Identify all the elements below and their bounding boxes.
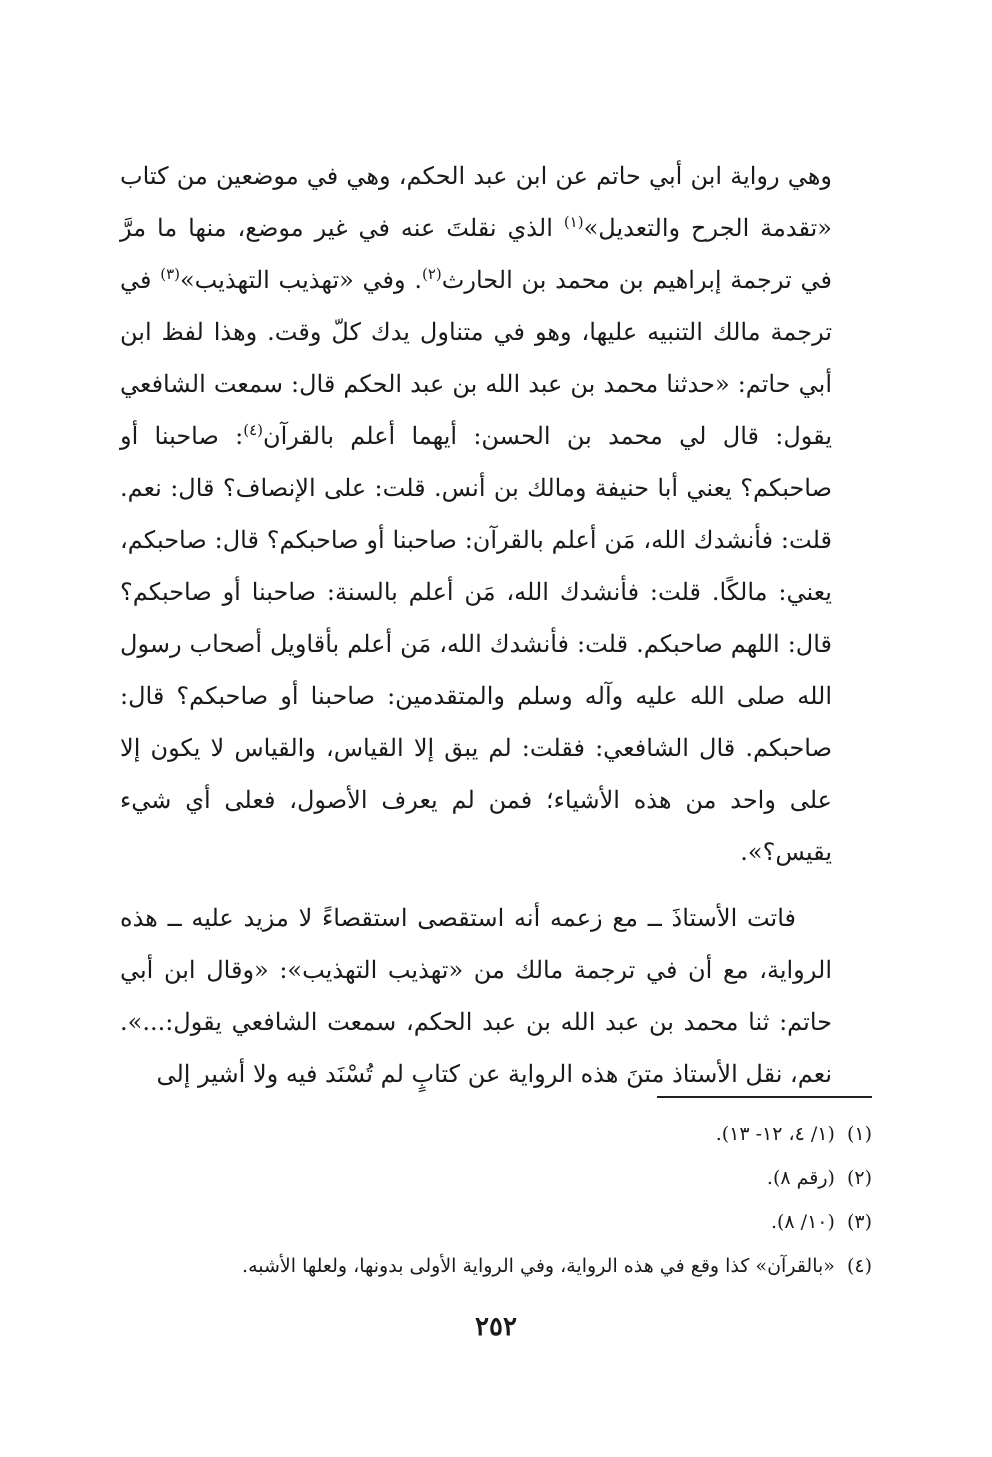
paragraph-1-segment-3: . وفي «تهذيب التهذيب» bbox=[180, 266, 422, 294]
footnote-text: (١/ ٤، ١٢- ١٣). bbox=[715, 1123, 835, 1145]
paragraph-1 bbox=[120, 150, 832, 878]
footnote-3 bbox=[132, 1200, 872, 1244]
footnote-number: (٤) bbox=[846, 1255, 872, 1277]
footnote-number: (٣) bbox=[846, 1211, 872, 1233]
footnote-number: (٢) bbox=[846, 1167, 872, 1189]
footnote-1 bbox=[132, 1112, 872, 1156]
footnotes bbox=[132, 1112, 872, 1288]
footnote-2 bbox=[132, 1156, 872, 1200]
footnote-ref-4[interactable]: (٤) bbox=[243, 421, 264, 439]
main-text bbox=[120, 150, 832, 1100]
paragraph-1-segment-1: وهي رواية ابن أبي حاتم عن ابن عبد الحكم، وهي في موضعين من كتاب «تقدمة الجرح والتعديل» bbox=[120, 162, 832, 242]
page-number: ٢٥٢ bbox=[475, 1312, 517, 1342]
footnote-separator bbox=[657, 1096, 872, 1098]
footnote-text: (رقم ٨). bbox=[766, 1167, 835, 1189]
footnote-number: (١) bbox=[846, 1123, 872, 1145]
paragraph-1-segment-5: : صاحبنا أو صاحبكم؟ يعني أبا حنيفة ومالك بن أنس. قلت: على الإنصاف؟ قال: نعم. قلت: فأنشدك الله، مَن أعلم بالقرآن: صاحبنا أو صاحبكم؟ قال: صاحبكم، يعني: مالكًا. قلت: فأنشدك الله، مَن أعلم بالسنة: صاحبنا أو صاحبكم؟ قال: اللهم صاحبكم. قلت: فأنشدك الله، مَن أعلم بأقاويل أصحاب رسول الله صلى الله عليه وآله وسلم والمتقدمين: صاحبنا أو صاحبكم؟ قال: صاحبكم. قال الشافعي: فقلت: لم يبق إلا القياس، والقياس لا يكون إلا على واحد من هذه الأشياء؛ فمن لم يعرف الأصول، فعلى أي شيء يقيس؟». bbox=[120, 422, 833, 866]
paragraph-1-segment-4: في ترجمة مالك التنبيه عليها، وهو في متناول يدك كلّ وقت. وهذا لفظ ابن أبي حاتم: «حدثنا محمد بن عبد الله بن عبد الحكم قال: سمعت الشافعي يقول: قال لي محمد بن الحسن: أيهما أعلم بالقرآن bbox=[120, 266, 832, 450]
footnote-ref-3[interactable]: (٣) bbox=[160, 265, 180, 283]
paragraph-2: فاتت الأستاذَ ــ مع زعمه أنه استقصى استقصاءً لا مزيد عليه ــ هذه الرواية، مع أن في ترجمة مالك من «تهذيب التهذيب»: «وقال ابن أبي حاتم: ثنا محمد بن عبد الله بن عبد الحكم، سمعت الشافعي يقول:...». نعم، نقل الأستاذ متنَ هذه الرواية عن كتابٍ لم تُسْنَد فيه ولا أشير إلى bbox=[120, 904, 832, 1088]
paragraph-1-segment-2: الذي نقلتَ عنه في غير موضع، منها ما مرَّ في ترجمة إبراهيم بن محمد بن الحارث bbox=[120, 214, 832, 294]
footnote-ref-2[interactable]: (٢) bbox=[422, 265, 442, 283]
footnote-text: (١٠/ ٨). bbox=[770, 1211, 835, 1233]
footnote-ref-1[interactable]: (١) bbox=[563, 213, 584, 231]
footnote-4 bbox=[132, 1244, 872, 1288]
footnote-text: «بالقرآن» كذا وقع في هذه الرواية، وفي الرواية الأولى بدونها، ولعلها الأشبه. bbox=[242, 1255, 835, 1277]
